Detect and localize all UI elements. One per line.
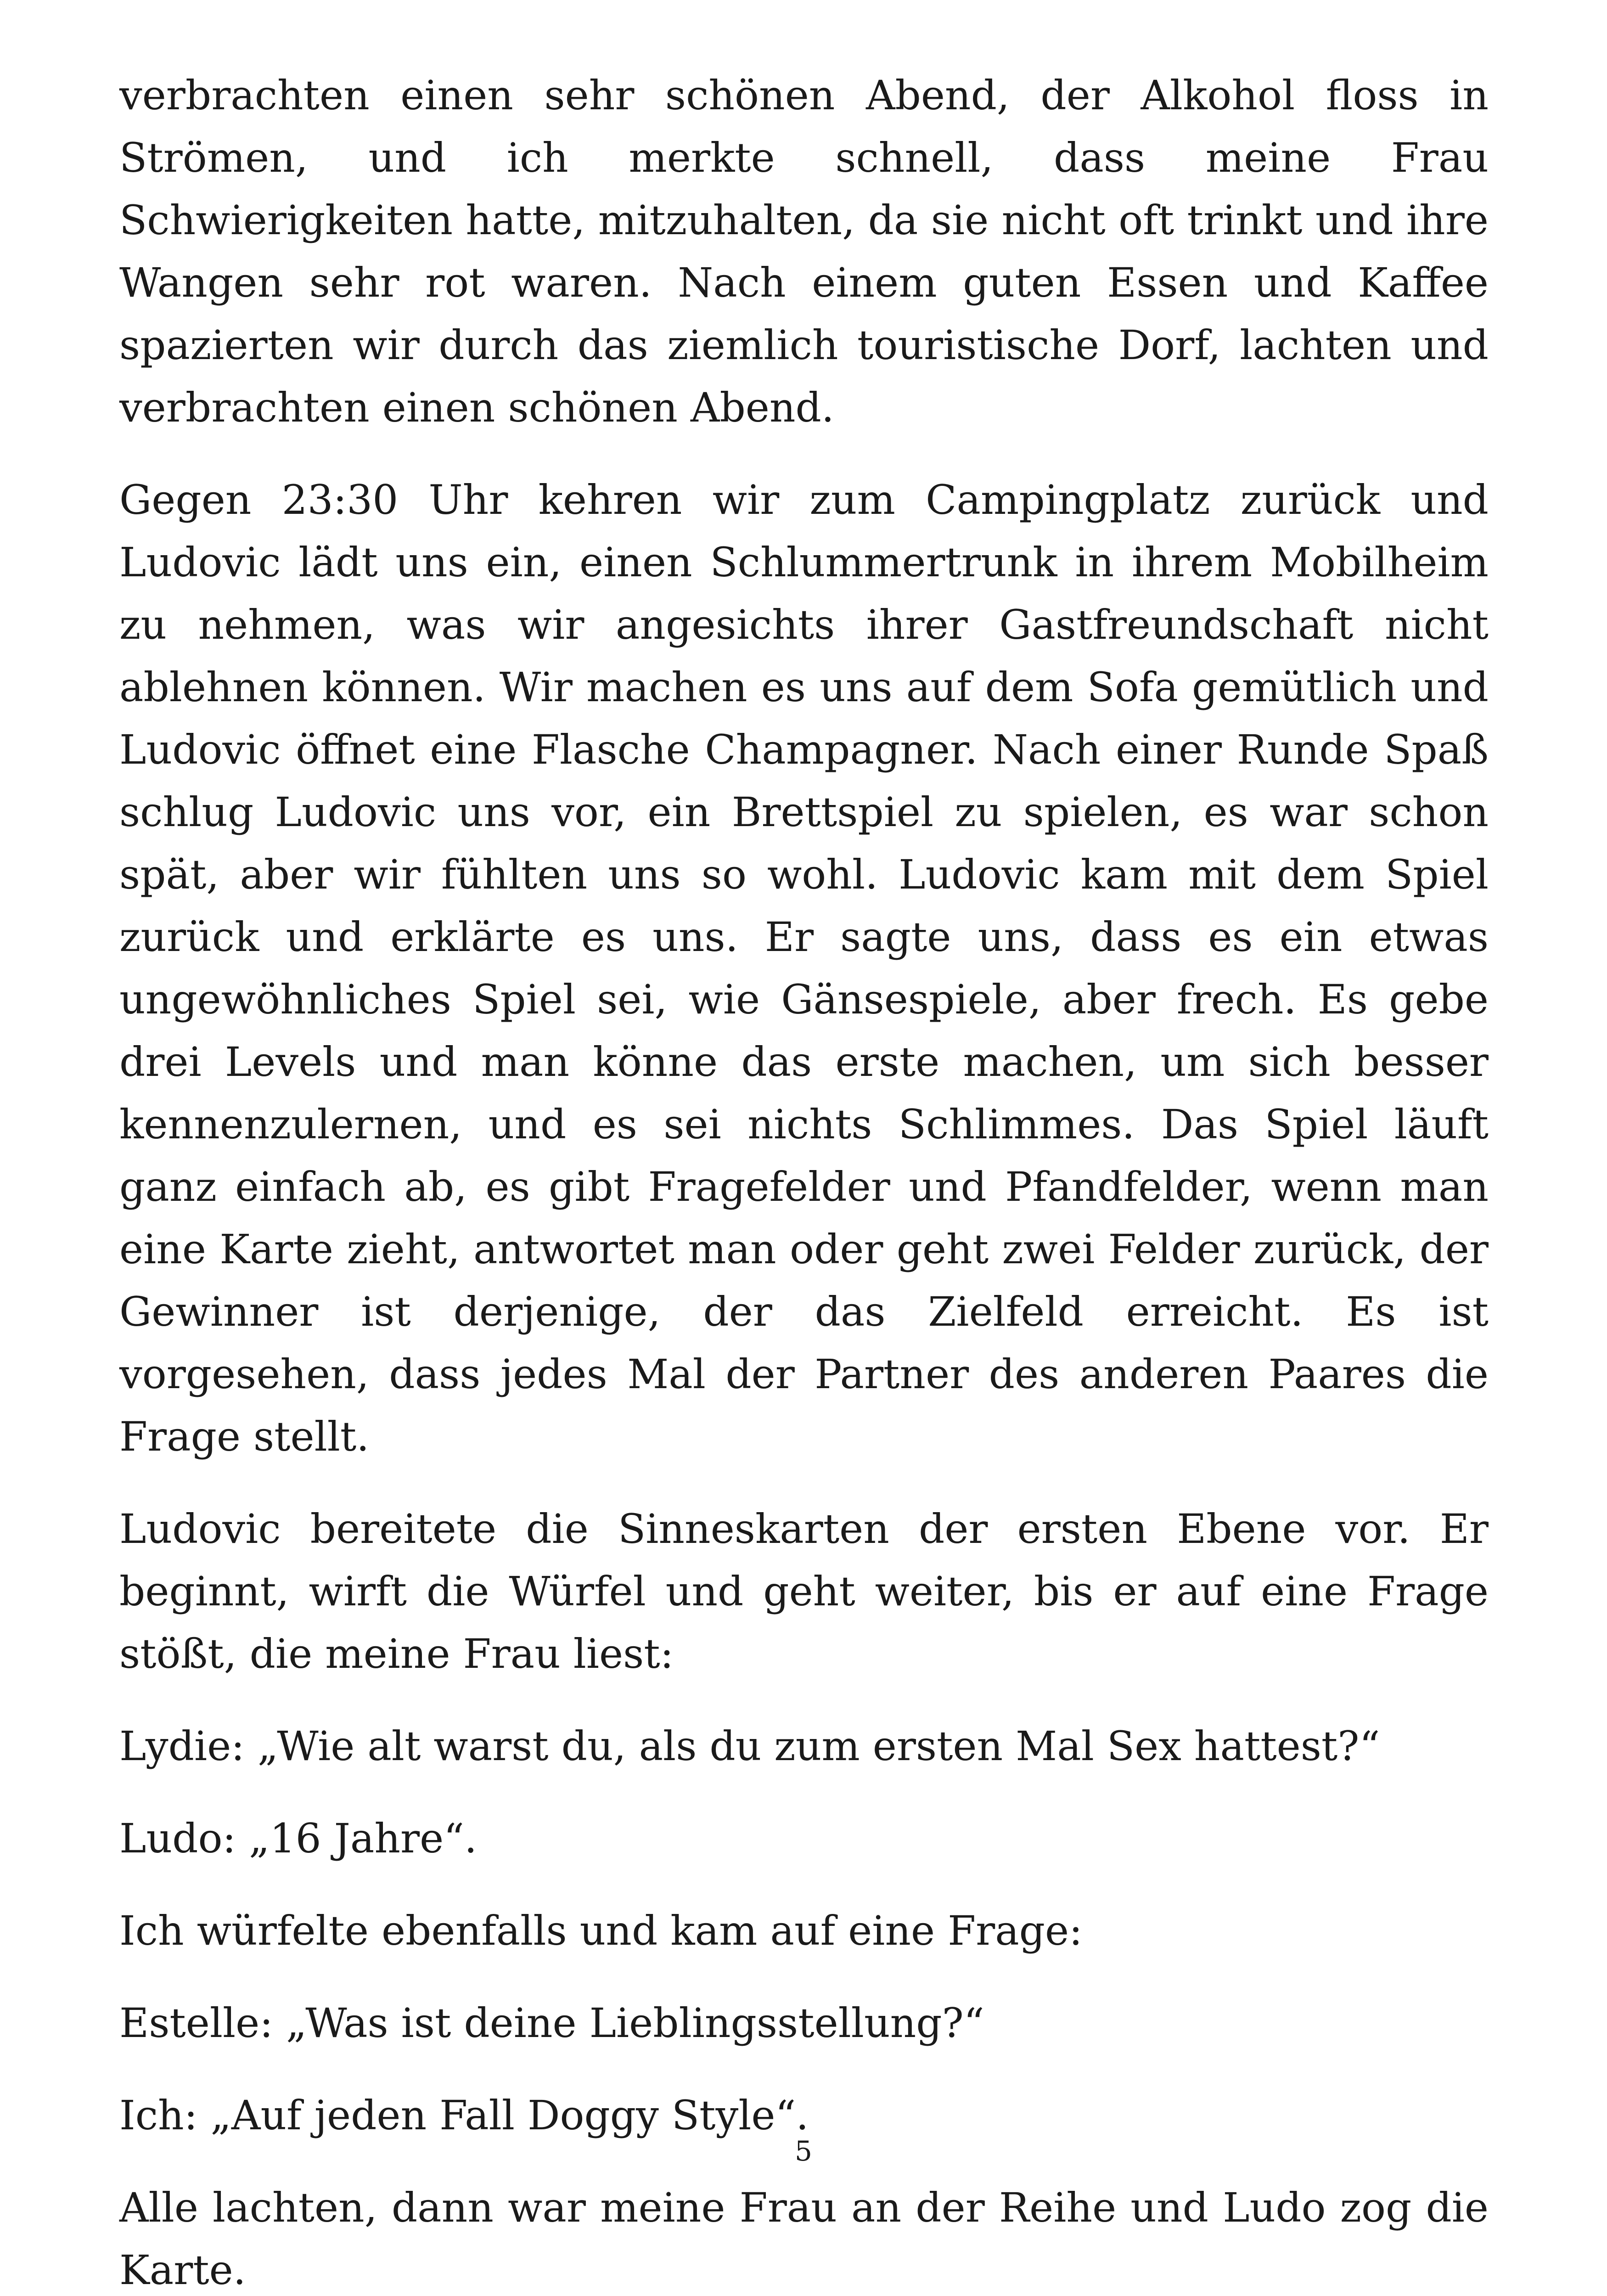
paragraph-3: Ludovic bereitete die Sinneskarten der ersten Ebene vor. Er beginnt, wirft die Würfel und geht weiter, bis er auf eine Frage stößt, die meine Frau liest: xyxy=(119,1505,1489,1677)
paragraph-dice-roll: Ich würfelte ebenfalls und kam auf eine Frage: xyxy=(119,1907,1083,1954)
dialogue-ludo: Ludo: „16 Jahre“. xyxy=(119,1815,478,1862)
paragraph-final: Alle lachten, dann war meine Frau an der Reihe und Ludo zog die Karte. xyxy=(119,2184,1489,2294)
paragraph-2: Gegen 23:30 Uhr kehren wir zum Campingplatz zurück und Ludovic lädt uns ein, einen Schlummertrunk in ihrem Mobilheim zu nehmen, was wir angesichts ihrer Gastfreundschaft nicht ablehnen können. Wir machen es uns auf dem Sofa gemütlich und Ludovic öffnet eine Flasche Champagner. Nach einer Runde Spaß schlug Ludovic uns vor, ein Brettspiel zu spielen, es war schon spät, aber wir fühlten uns so wohl. Ludovic kam mit dem Spiel zurück und erklärte es uns. Er sagte uns, dass es ein etwas ungewöhnliches Spiel sei, wie Gänsespiele, aber frech. Es gebe drei Levels und man könne das erste machen, um sich besser kennenzulernen, und es sei nichts Schlimmes. Das Spiel läuft ganz einfach ab, es gibt Fragefelder und Pfandfelder, wenn man eine Karte zieht, antwortet man oder geht zwei Felder zurück, der Gewinner ist derjenige, der das Zielfeld erreicht. Es ist vorgesehen, dass jedes Mal der Partner des anderen Paares die Frage stellt. xyxy=(119,476,1489,1460)
dialogue-lydie: Lydie: „Wie alt warst du, als du zum ersten Mal Sex hattest?“ xyxy=(119,1722,1380,1770)
dialogue-ich: Ich: „Auf jeden Fall Doggy Style“. xyxy=(119,2092,809,2139)
dialogue-estelle: Estelle: „Was ist deine Lieblingsstellung?“ xyxy=(119,1999,984,2047)
paragraph-1: verbrachten einen sehr schönen Abend, der Alkohol floss in Strömen, und ich merkte schnell, dass meine Frau Schwierigkeiten hatte, mitzuhalten, da sie nicht oft trinkt und ihre Wangen sehr rot waren. Nach einem guten Essen und Kaffee spazierten wir durch das ziemlich touristische Dorf, lachten und verbrachten einen schönen Abend. xyxy=(119,72,1489,431)
page-number: 5 xyxy=(794,2135,813,2167)
body-text xyxy=(119,64,1489,2296)
